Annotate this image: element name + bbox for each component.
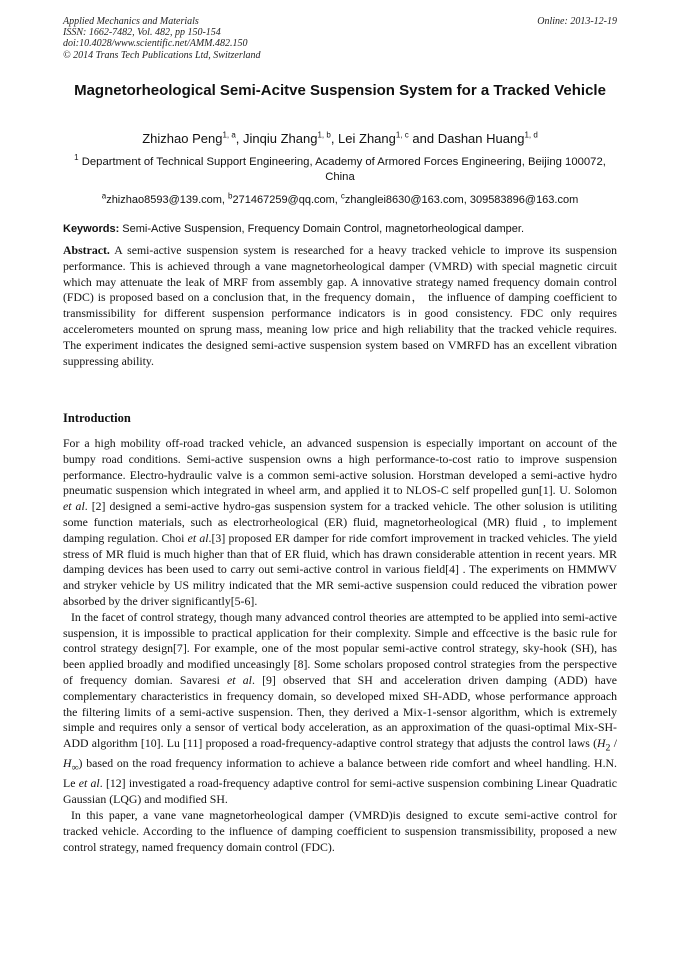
citation-etal: et al (187, 530, 209, 545)
author-affil-mark: 1, d (524, 130, 538, 140)
keywords (63, 222, 617, 236)
text-run: . [9] observed that SH and acceleration driven damping (ADD) have complementary characteristics in frequency domain, so developed mixed SH-ADD, whose performance approach the filtering limits of a semi-active suspension. Then, they derived a Mix-1-sensor algorithm, which is extremely simple and requires only a sensor of vertical body acceleration, as an approximation of the quasi-optimal Mix-SH-ADD algorithm [10]. Lu [11] proposed a road-frequency-adaptive control strategy that adjusts the control laws ( (63, 672, 617, 751)
author-separator: , (330, 131, 339, 146)
journal-header (63, 16, 261, 61)
affiliation-text: Department of Technical Support Engineering, Academy of Armored Forces Engineering, Beijing 100072, China (78, 156, 606, 183)
paragraph (63, 610, 617, 808)
email-mark: c (340, 191, 345, 201)
online-date: Online: 2013-12-19 (537, 16, 617, 27)
keywords-text: Semi-Active Suspension, Frequency Domain Control, magnetorheological damper. (119, 223, 525, 235)
email-link[interactable]: zhizhao8593@139.com, (106, 194, 229, 206)
email-mark: b (228, 191, 233, 201)
math-subscript: 2 (605, 742, 611, 754)
journal-name: Applied Mechanics and Materials (63, 16, 199, 27)
paragraph (63, 436, 617, 610)
email-mark: a (101, 191, 107, 201)
text-run: In the facet of control strategy, though many advanced control theories are attempted to be applied into semi-active suspension, it is impossible to practical application for their complexity. Simple and effcective is the basic rule for control strategy design[7]. For example, one of the most popular semi-active control strategy, sky-hook (SH), has been applied broadly and modified unceasingly [8]. Some scholars proposed control strategies from the perspective of frequency domian. Savaresi (63, 609, 617, 687)
paragraph: In this paper, a vane vane magnetorheological damper (VMRD)is designed to excute semi-active control for tracked vehicle. According to the influence of damping coefficient to suspension transmissibility, proposed a new control strategy, named frequency domain control (FDC). (63, 808, 617, 854)
author-separator: and (408, 131, 438, 146)
text-run: / (610, 736, 617, 751)
author-name: Lei Zhang (338, 131, 396, 146)
abstract (63, 243, 617, 369)
author-separator: , (235, 131, 244, 146)
keywords-label: Keywords: (63, 223, 120, 235)
introduction-body (63, 436, 617, 855)
math-symbol: H (597, 736, 606, 751)
text-run: .[3] proposed ER damper for ride comfort improvement in tracked vehicles. The yield stress of MR fluid is much higher than that of ER fluid, which has drawn considerable attention in recent years. MR damping devices has been used to carry out semi-active control in various field[4] . The experiments on HMMWV and stryker vehicle by US militry indicated that the MR semi-active suspension could reduced the vibration power absorbed by the driver significantly[5-6]. (63, 530, 617, 608)
citation-etal: et al (78, 776, 100, 791)
math-subscript: ∞ (71, 762, 79, 774)
email-link[interactable]: zhanglei8630@163.com, 309583896@163.com (344, 194, 579, 206)
section-heading-introduction: Introduction (63, 411, 131, 425)
email-link[interactable]: 271467259@qq.com, (232, 194, 341, 206)
author-affil-mark: 1, a (222, 130, 236, 140)
paper-title: Magnetorheological Semi-Acitve Suspension System for a Tracked Vehicle (74, 82, 606, 99)
author-affil-mark: 1, b (317, 130, 331, 140)
author-name: Dashan Huang (437, 131, 525, 146)
author-affil-mark: 1, c (395, 130, 409, 140)
abstract-text: A semi-active suspension system is researched for a heavy tracked vehicle to improve its suspension performance. This is achieved through a vane magnetorheological damper (VMRD) with special magnetic circuit which may attenuate the leak of MRF from assembly gap. A innovative strategy named frequency domain control (FDC) is proposed based on a conclusion that, in the frequency domain， the influence of damping coefficient to transmissibility for different suspension performance indicators is in good consistency. FDC only requires accelerometers mounted on sprung mass, meaning low price and high reliability that the tracked vehicle requires. The experiment indicates the designed semi-active suspension system based on VMRFD has an excellent vibration suppressing ability. (63, 243, 617, 368)
citation-etal: et al (227, 672, 252, 687)
math-symbol: H (63, 756, 72, 771)
citation-etal: et al (63, 499, 85, 514)
email-list (63, 193, 617, 207)
text-run: . [2] designed a semi-active hydro-gas suspension system for a tracked vehicle. The other solusion is utiliting some function materials, such as electrorheological (ER) fluid, magnetorheological (MR) fluid , to implement damping regulation. Choi (63, 499, 617, 545)
affiliation (63, 155, 617, 185)
text-run: For a high mobility off-road tracked vehicle, an advanced suspension is especially important on account of the bumpy road conditions. Semi-active suspension owns a high performance-to-cost ratio to improve suspension performance. Electro-hydraulic valve is a common semi-active solusion. Horstman developed a semi-active hydro pneumatic suspension which integrated in wheel arm, and applied it to NLOS-C self propelled gun[1]. U. Solomon (63, 436, 617, 498)
issn-line: ISSN: 1662-7482, Vol. 482, pp 150-154 (63, 27, 221, 39)
text-run: . [12] investigated a road-frequency adaptive control for semi-active suspension combining Linear Quadratic Gaussian (LQG) and modified SH. (63, 776, 618, 807)
author-name: Zhizhao Peng (142, 131, 223, 146)
author-name: Jinqiu Zhang (243, 131, 318, 146)
copyright-line: © 2014 Trans Tech Publications Ltd, Switzerland (63, 49, 261, 61)
doi-line: doi:10.4028/www.scientific.net/AMM.482.150 (63, 38, 248, 50)
affiliation-mark: 1 (74, 153, 79, 163)
text-run: ) based on the road frequency information to achieve a balance between ride comfort and wheel handling. H.N. Le (63, 756, 617, 791)
abstract-label: Abstract. (63, 243, 110, 257)
author-list (63, 131, 617, 147)
